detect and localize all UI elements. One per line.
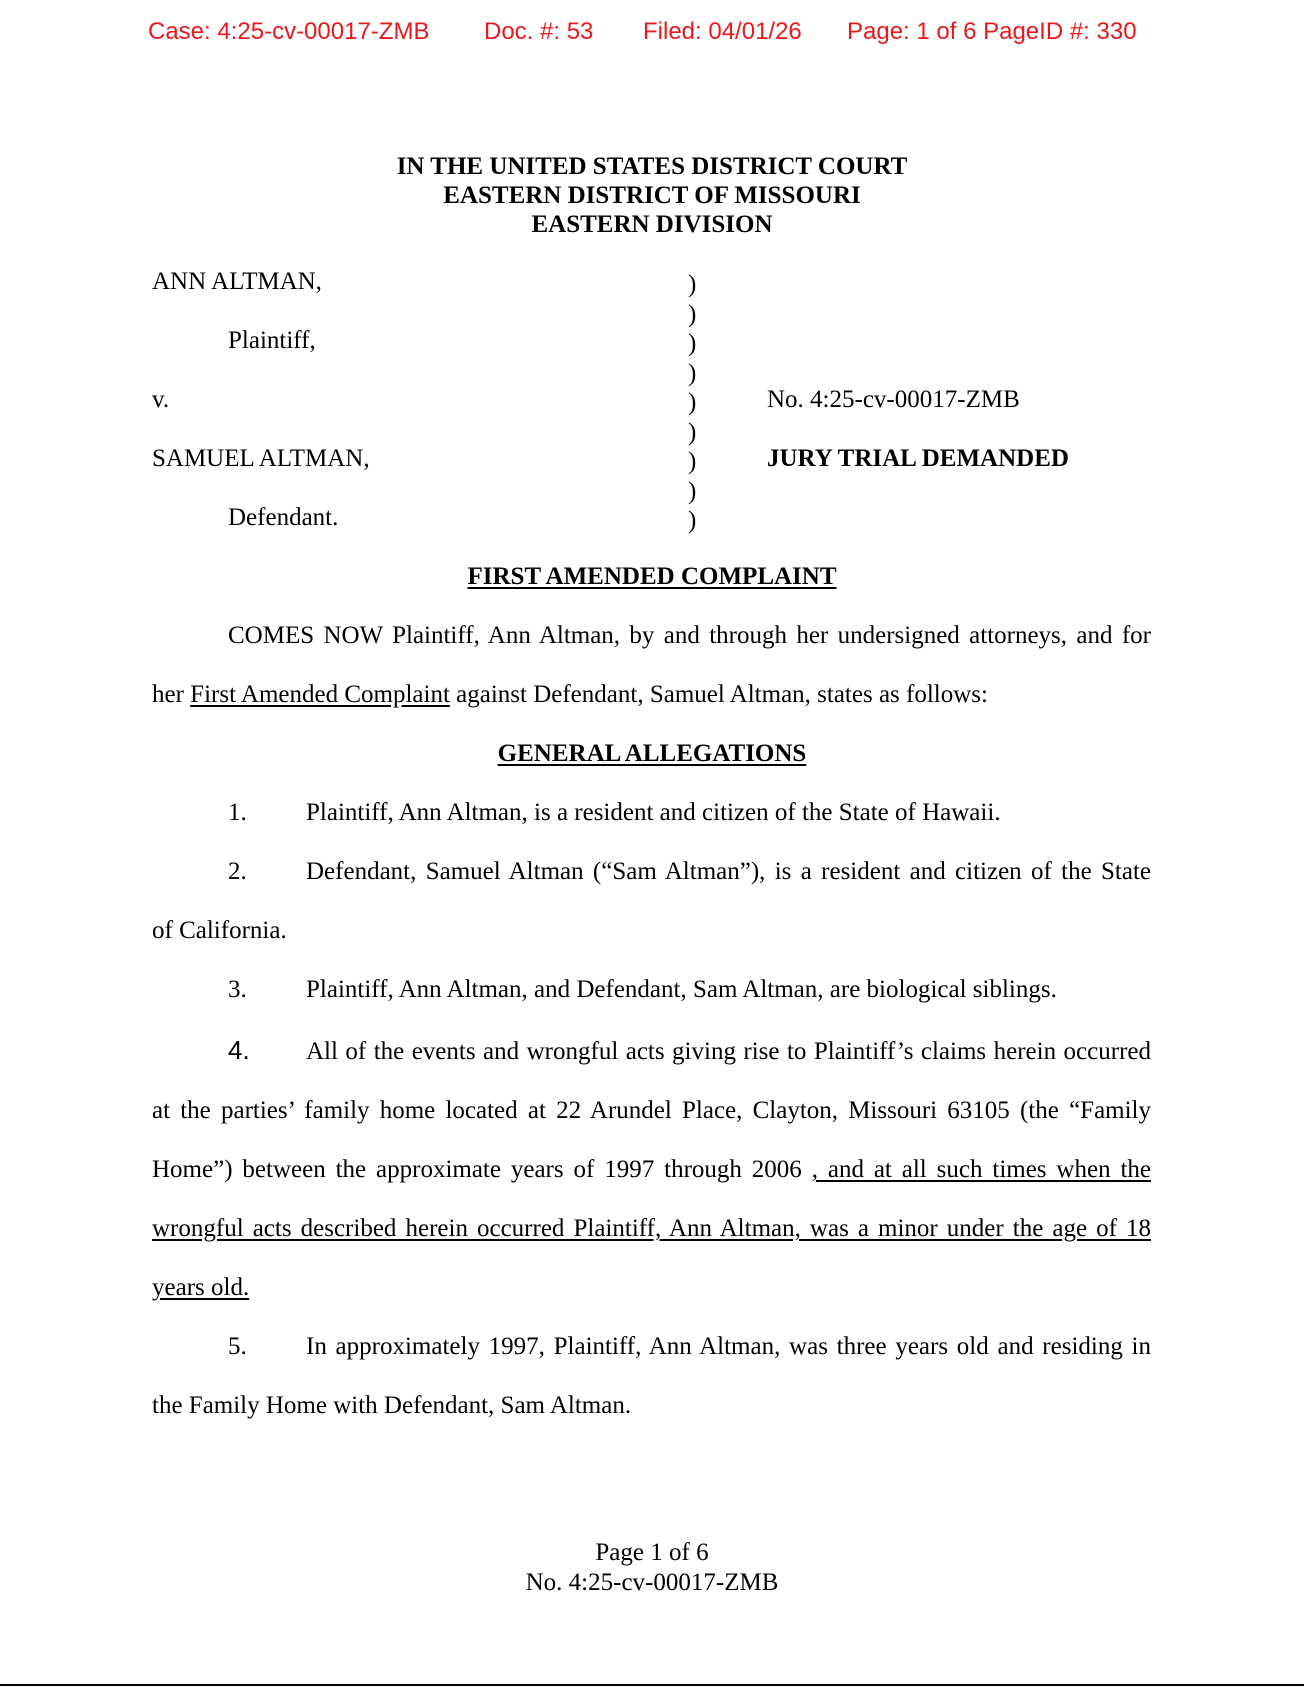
paragraph-2-line-1: Defendant, Samuel Altman (“Sam Altman”), is a resident and citizen of the State bbox=[306, 858, 1151, 885]
paren: ) bbox=[688, 359, 697, 387]
stamp-filed: Filed: 04/01/26 bbox=[643, 18, 802, 45]
paragraph-number: 4. bbox=[228, 1035, 250, 1065]
paragraph-4-line-3 bbox=[152, 1156, 1151, 1184]
paragraph-4-line-4: wrongful acts described herein occurred Plaintiff, Ann Altman, was a minor under the age of 18 bbox=[152, 1215, 1151, 1242]
court-line-2: EASTERN DISTRICT OF MISSOURI bbox=[443, 182, 861, 209]
page-footer bbox=[0, 1538, 1304, 1598]
intro-line-2 bbox=[152, 681, 1151, 709]
section-heading: GENERAL ALLEGATIONS bbox=[497, 740, 807, 767]
stamp-doc: Doc. #: 53 bbox=[484, 18, 594, 45]
paren: ) bbox=[688, 507, 697, 534]
stamp-page: Page: 1 of 6 PageID #: 330 bbox=[847, 18, 1137, 45]
paragraph-number: 5. bbox=[228, 1333, 247, 1360]
paragraph-3: Plaintiff, Ann Altman, and Defendant, Sam Altman, are biological siblings. bbox=[306, 976, 1057, 1003]
jury-demand: JURY TRIAL DEMANDED bbox=[767, 445, 1069, 472]
amended-complaint-reference: First Amended Complaint bbox=[190, 681, 450, 708]
defendant-name: SAMUEL ALTMAN, bbox=[152, 445, 370, 472]
court-line-3: EASTERN DIVISION bbox=[531, 211, 773, 238]
footer-page-number: Page 1 of 6 bbox=[595, 1539, 709, 1566]
paren: ) bbox=[688, 477, 697, 505]
paragraph-5-line-1: In approximately 1997, Plaintiff, Ann Altman, was three years old and residing in bbox=[306, 1333, 1151, 1360]
page-edge-rule bbox=[0, 1684, 1304, 1686]
stamp-case: Case: 4:25-cv-00017-ZMB bbox=[148, 18, 430, 45]
paren: ) bbox=[688, 271, 697, 298]
plaintiff-name: ANN ALTMAN, bbox=[152, 268, 322, 295]
paren: ) bbox=[688, 300, 697, 328]
paren: ) bbox=[688, 389, 697, 416]
p4-line3-underlined: , and at all such times when the bbox=[811, 1156, 1152, 1183]
plaintiff-role: Plaintiff, bbox=[228, 327, 316, 354]
intro-post: against Defendant, Samuel Altman, states as follows: bbox=[449, 681, 988, 708]
caption-parentheses bbox=[688, 270, 696, 536]
court-line-1: IN THE UNITED STATES DISTRICT COURT bbox=[396, 153, 908, 180]
paragraph-5-line-2: the Family Home with Defendant, Sam Altman. bbox=[152, 1392, 632, 1419]
filing-stamp bbox=[0, 18, 1304, 54]
court-heading bbox=[0, 152, 1304, 239]
case-number: No. 4:25-cv-00017-ZMB bbox=[767, 386, 1020, 413]
paren: ) bbox=[688, 448, 697, 475]
defendant-role: Defendant. bbox=[228, 504, 339, 531]
paragraph-1: Plaintiff, Ann Altman, is a resident and citizen of the State of Hawaii. bbox=[306, 799, 1001, 826]
paragraph-number: 3. bbox=[228, 976, 247, 1003]
intro-pre: her bbox=[152, 681, 191, 708]
paragraph-4-line-1: All of the events and wrongful acts giving rise to Plaintiff’s claims herein occurred bbox=[306, 1038, 1151, 1065]
document-title: FIRST AMENDED COMPLAINT bbox=[467, 563, 837, 590]
footer-case-number: No. 4:25-cv-00017-ZMB bbox=[525, 1569, 779, 1596]
paragraph-4-line-2: at the parties’ family home located at 22 Arundel Place, Clayton, Missouri 63105 (the “Family bbox=[152, 1097, 1151, 1124]
paragraph-4-line-5: years old. bbox=[152, 1274, 250, 1301]
paragraph-2-line-2: of California. bbox=[152, 917, 287, 944]
paren: ) bbox=[688, 418, 697, 446]
versus: v. bbox=[152, 386, 170, 413]
paragraph-number: 2. bbox=[228, 858, 247, 885]
paren: ) bbox=[688, 330, 697, 357]
intro-line-1: COMES NOW Plaintiff, Ann Altman, by and through her undersigned attorneys, and for bbox=[228, 622, 1151, 649]
p4-line3-plain: Home”) between the approximate years of 1997 through 2006 bbox=[152, 1156, 802, 1183]
paragraph-number: 1. bbox=[228, 799, 247, 826]
